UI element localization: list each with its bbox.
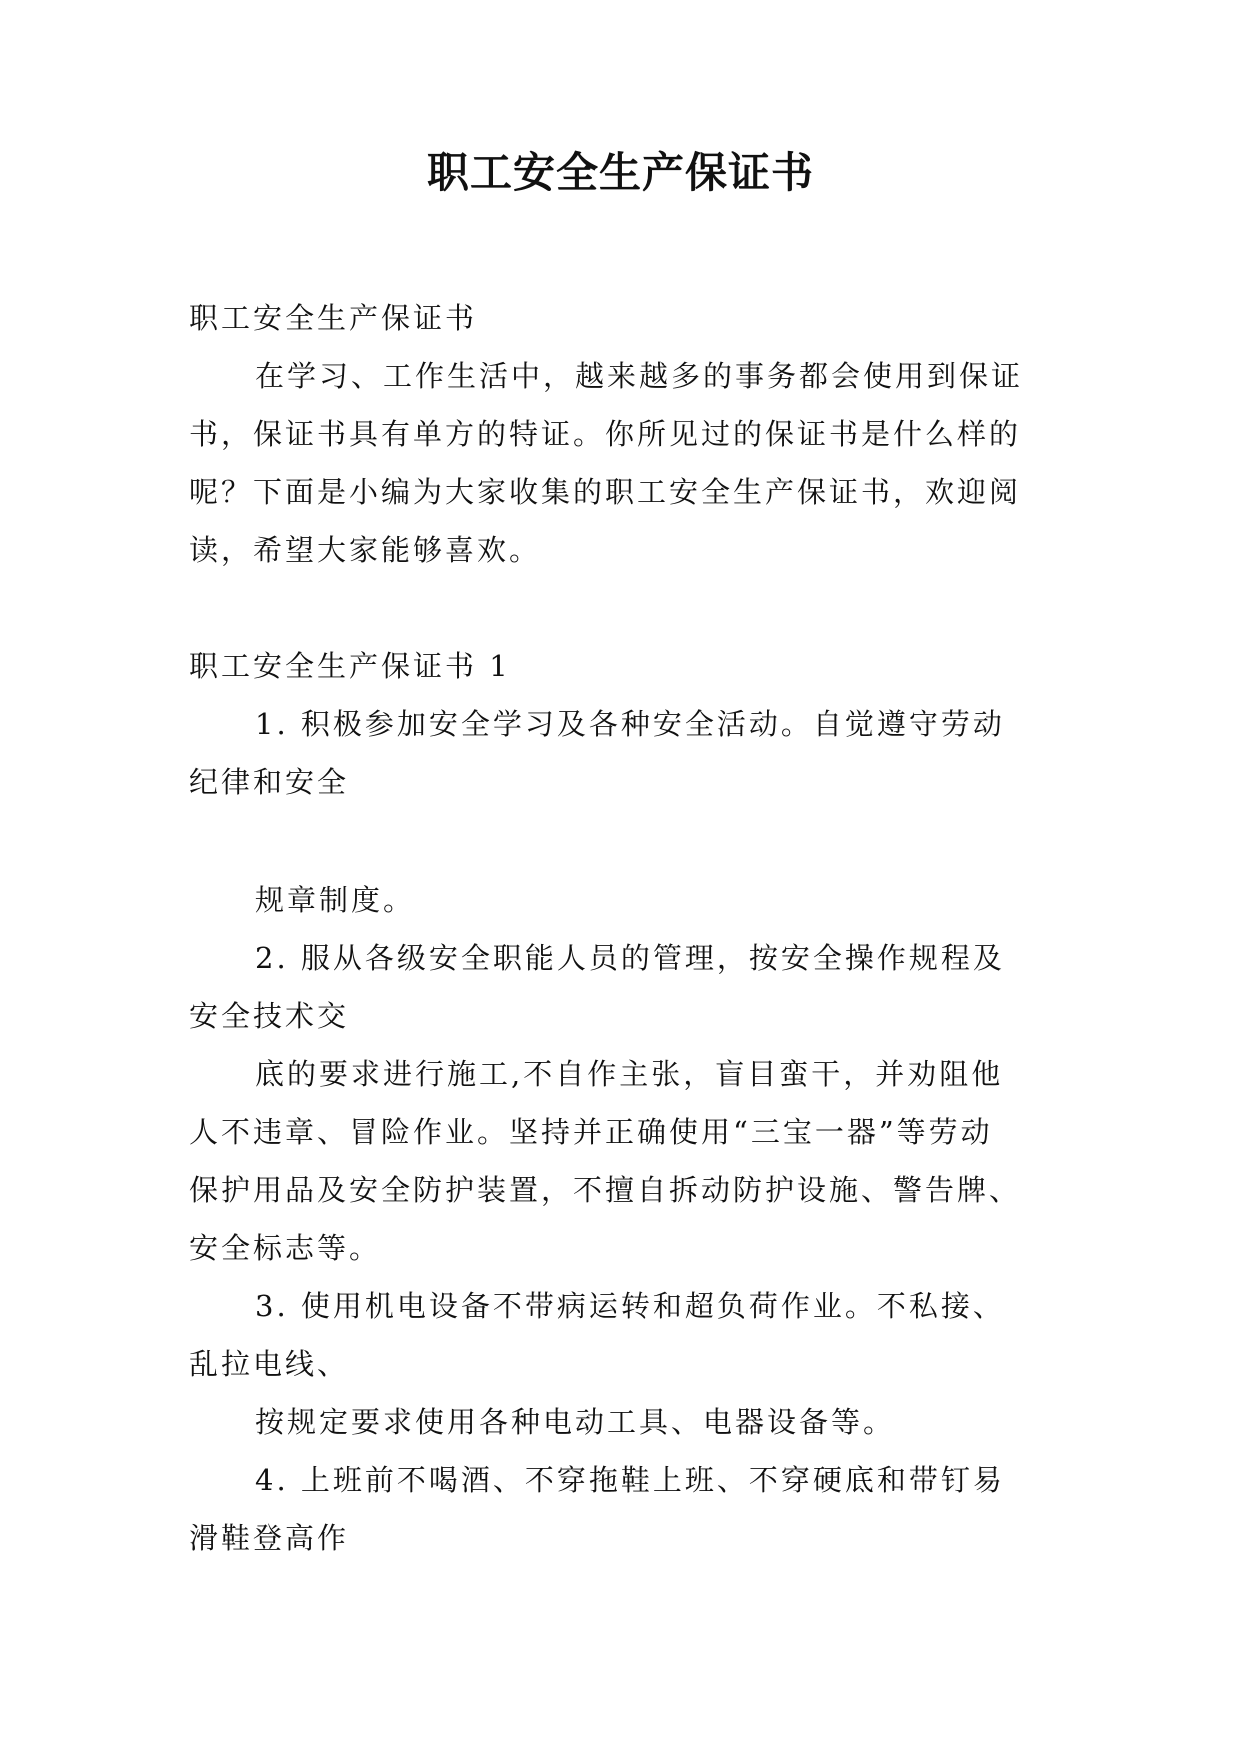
text-line: 人不违章、冒险作业。坚持并正确使用“三宝一器”等劳动 xyxy=(189,1115,993,1149)
text-line: 乱拉电线、 xyxy=(189,1347,350,1381)
text-line: 底的要求进行施工,不自作主张，盲目蛮干，并劝阻他 xyxy=(255,1057,1004,1091)
text-line: 滑鞋登高作 xyxy=(189,1521,350,1555)
text-line: 呢？下面是小编为大家收集的职工安全生产保证书，欢迎阅 xyxy=(189,475,1022,509)
text-line: 书，保证书具有单方的特证。你所见过的保证书是什么样的 xyxy=(189,417,1022,451)
item-2-continuation xyxy=(189,1045,1055,1277)
item-1-continuation xyxy=(189,871,1055,929)
text-line: 纪律和安全 xyxy=(189,765,350,799)
text-line: 保护用品及安全防护装置，不擅自拆动防护设施、警告牌、 xyxy=(189,1173,1022,1207)
text-line: 职工安全生产保证书 xyxy=(189,301,478,335)
intro-paragraph xyxy=(189,347,1055,579)
text-line: 1. 积极参加安全学习及各种安全活动。自觉遵守劳动 xyxy=(255,707,1005,741)
text-line: 读，希望大家能够喜欢。 xyxy=(189,533,542,567)
item-3-paragraph xyxy=(189,1277,1055,1393)
text-line: 规章制度。 xyxy=(255,883,416,917)
document-title: 职工安全生产保证书 xyxy=(426,148,814,197)
text-line: 按规定要求使用各种电动工具、电器设备等。 xyxy=(255,1405,896,1439)
text-line: 在学习、工作生活中，越来越多的事务都会使用到保证 xyxy=(255,359,1024,393)
item-4-paragraph xyxy=(189,1451,1055,1567)
item-3-continuation xyxy=(189,1393,1055,1451)
text-line: 职工安全生产保证书 1 xyxy=(189,649,511,683)
item-1-paragraph xyxy=(189,695,1055,811)
text-line: 4. 上班前不喝酒、不穿拖鞋上班、不穿硬底和带钉易 xyxy=(255,1463,1005,1497)
text-line: 安全技术交 xyxy=(189,999,350,1033)
text-line: 3. 使用机电设备不带病运转和超负荷作业。不私接、 xyxy=(255,1289,1005,1323)
subtitle-paragraph xyxy=(189,289,1055,347)
text-line: 2. 服从各级安全职能人员的管理，按安全操作规程及 xyxy=(255,941,1005,975)
item-2-paragraph xyxy=(189,929,1055,1045)
section-heading xyxy=(189,637,1055,695)
text-line: 安全标志等。 xyxy=(189,1231,382,1265)
